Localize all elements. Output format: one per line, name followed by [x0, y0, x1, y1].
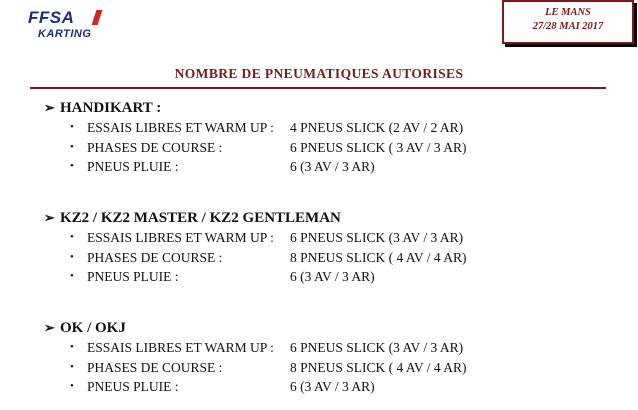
section-heading [44, 98, 604, 118]
row-label: PNEUS PLUIE : [87, 379, 179, 394]
row-value: 6 PNEUS SLICK ( 3 AV / 3 AR) [290, 139, 467, 155]
event-dates: 27/28 MAI 2017 [532, 21, 604, 32]
bullet-icon: • [70, 250, 74, 263]
row-value: 6 (3 AV / 3 AR) [290, 269, 375, 284]
document-title: NOMBRE DE PNEUMATIQUES AUTORISES [174, 66, 464, 81]
row-label: ESSAIS LIBRES ET WARM UP : [87, 230, 274, 245]
row-value: 6 (3 AV / 3 AR) [290, 159, 375, 174]
row-value: 6 PNEUS SLICK (3 AV / 3 AR) [290, 340, 464, 355]
row-label: ESSAIS LIBRES ET WARM UP : [87, 340, 274, 355]
list-item [44, 248, 604, 268]
section-handikart [44, 98, 604, 177]
bullet-icon: • [70, 231, 74, 243]
row-label: PHASES DE COURSE : [87, 249, 223, 265]
section-heading-text: OK / OKJ [60, 320, 126, 336]
bullet-icon: • [70, 341, 74, 353]
ffsa-karting-logo [28, 8, 118, 44]
row-label: PNEUS PLUIE : [87, 159, 179, 174]
event-place: LE MANS [545, 7, 591, 18]
list-item [44, 138, 604, 158]
section-heading [44, 208, 604, 228]
bullet-icon: • [70, 121, 74, 133]
logo-brand-text: FFSA [28, 8, 75, 27]
bullet-icon: • [70, 160, 74, 172]
list-item [44, 267, 604, 287]
section-heading-text: HANDIKART : [60, 100, 162, 116]
row-value: 4 PNEUS SLICK (2 AV / 2 AR) [290, 120, 464, 135]
title-underline [30, 87, 606, 89]
bullet-icon: • [70, 380, 74, 392]
bullet-icon: • [70, 360, 74, 373]
row-label: PHASES DE COURSE : [87, 359, 223, 375]
arrow-bullet-icon: ➢ [44, 100, 55, 115]
row-value: 6 PNEUS SLICK (3 AV / 3 AR) [290, 230, 464, 245]
section-heading [44, 318, 604, 338]
list-item [44, 118, 604, 138]
row-label: PNEUS PLUIE : [87, 269, 179, 284]
list-item [44, 358, 604, 378]
section-kz2 [44, 208, 604, 287]
row-label: PHASES DE COURSE : [87, 139, 223, 155]
logo-slash-mark [92, 10, 103, 25]
logo-sub-text: KARTING [38, 28, 92, 40]
row-value: 8 PNEUS SLICK ( 4 AV / 4 AR) [290, 249, 467, 265]
list-item [44, 228, 604, 248]
section-ok-okj [44, 318, 604, 397]
section-heading-text: KZ2 / KZ2 MASTER / KZ2 GENTLEMAN [60, 210, 341, 226]
event-info-box [502, 0, 634, 44]
row-value: 6 (3 AV / 3 AR) [290, 379, 375, 394]
list-item [44, 157, 604, 177]
list-item [44, 377, 604, 397]
arrow-bullet-icon: ➢ [44, 320, 55, 335]
arrow-bullet-icon: ➢ [44, 210, 55, 225]
row-label: ESSAIS LIBRES ET WARM UP : [87, 120, 274, 135]
bullet-icon: • [70, 140, 74, 153]
list-item [44, 338, 604, 358]
bullet-icon: • [70, 270, 74, 282]
row-value: 8 PNEUS SLICK ( 4 AV / 4 AR) [290, 359, 467, 375]
